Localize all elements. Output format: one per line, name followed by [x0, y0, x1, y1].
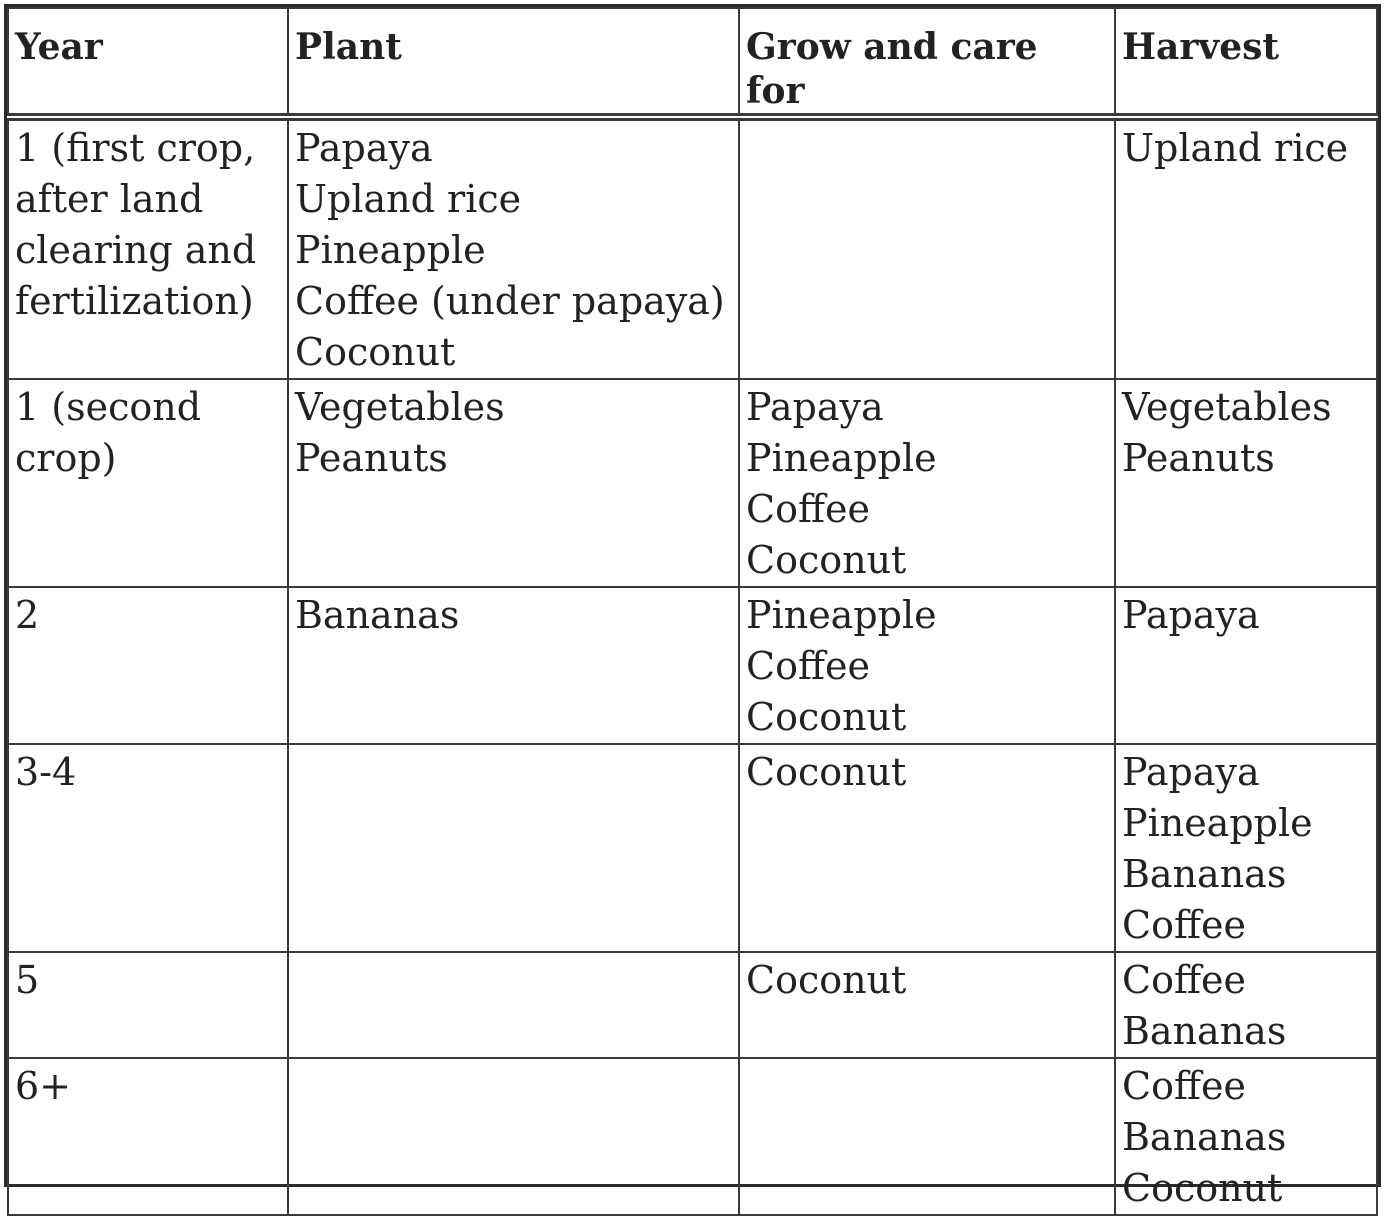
cell-line: Coffee (under papaya)	[295, 279, 725, 323]
cell-line: Coffee	[1122, 1064, 1246, 1108]
cell-year	[8, 587, 288, 744]
cell-line: Coconut	[746, 750, 907, 794]
cell-line: Pineapple	[1122, 801, 1313, 845]
cell-harvest	[1115, 1058, 1377, 1215]
table-body	[8, 117, 1377, 1215]
table-row	[8, 952, 1377, 1058]
cell-line: fertilization)	[15, 279, 254, 323]
cell-line: Pineapple	[746, 593, 937, 637]
cell-plant	[288, 744, 739, 952]
header-plant: Plant	[288, 8, 739, 117]
table-row	[8, 587, 1377, 744]
cell-plant	[288, 379, 739, 587]
table-row	[8, 744, 1377, 952]
cell-line: Coconut	[746, 538, 907, 582]
cell-line: Vegetables	[295, 385, 505, 429]
header-row	[8, 8, 1377, 117]
cell-grow	[739, 379, 1115, 587]
cell-line: Bananas	[1122, 852, 1287, 896]
cell-year	[8, 379, 288, 587]
cell-plant	[288, 587, 739, 744]
cell-line: Coconut	[746, 695, 907, 739]
cell-line: Coffee	[1122, 958, 1246, 1002]
cell-line: Coconut	[746, 958, 907, 1002]
cell-line: Upland rice	[1122, 126, 1349, 170]
cell-line: Coffee	[1122, 903, 1246, 947]
cell-year	[8, 117, 288, 379]
cell-line: Coffee	[746, 487, 870, 531]
cell-line: 5	[15, 958, 40, 1002]
cell-line: Pineapple	[295, 228, 486, 272]
cell-line: 2	[15, 593, 40, 637]
cell-line: Vegetables	[1122, 385, 1332, 429]
cell-harvest	[1115, 117, 1377, 379]
cell-grow	[739, 1058, 1115, 1215]
table-row	[8, 117, 1377, 379]
table-row	[8, 1058, 1377, 1215]
cell-line: Papaya	[295, 126, 433, 170]
cell-line: Bananas	[1122, 1009, 1287, 1053]
cell-line: 1 (second	[15, 385, 202, 429]
cell-line: Coconut	[295, 330, 456, 374]
crop-schedule-table-frame	[4, 4, 1381, 1210]
cell-harvest	[1115, 744, 1377, 952]
cell-line: Papaya	[1122, 750, 1260, 794]
cell-line: 3-4	[15, 750, 77, 794]
cell-harvest	[1115, 379, 1377, 587]
cell-line: 6+	[15, 1064, 72, 1108]
cell-line: Peanuts	[295, 436, 448, 480]
cell-year	[8, 952, 288, 1058]
cell-line: Papaya	[1122, 593, 1260, 637]
cell-line: Pineapple	[746, 436, 937, 480]
cell-grow	[739, 117, 1115, 379]
cell-line: Peanuts	[1122, 436, 1275, 480]
cell-plant	[288, 117, 739, 379]
cell-line: crop)	[15, 436, 117, 480]
cell-year	[8, 744, 288, 952]
cell-line: clearing and	[15, 228, 257, 272]
cell-line: Coffee	[746, 644, 870, 688]
cell-line: Bananas	[295, 593, 460, 637]
cell-grow	[739, 744, 1115, 952]
cell-plant	[288, 952, 739, 1058]
header-year: Year	[8, 8, 288, 117]
cell-line: 1 (first crop,	[15, 126, 256, 170]
cell-line: after land	[15, 177, 204, 221]
cell-harvest	[1115, 587, 1377, 744]
crop-schedule-table	[7, 7, 1378, 1216]
cell-grow	[739, 587, 1115, 744]
cell-harvest	[1115, 952, 1377, 1058]
header-grow-and-care-for: Grow and care for	[739, 8, 1115, 117]
cell-line: Upland rice	[295, 177, 522, 221]
table-row	[8, 379, 1377, 587]
cell-line: Coconut	[1122, 1166, 1283, 1210]
cell-grow	[739, 952, 1115, 1058]
cell-line: Papaya	[746, 385, 884, 429]
cell-line: Bananas	[1122, 1115, 1287, 1159]
cell-plant	[288, 1058, 739, 1215]
header-harvest: Harvest	[1115, 8, 1377, 117]
cell-year	[8, 1058, 288, 1215]
